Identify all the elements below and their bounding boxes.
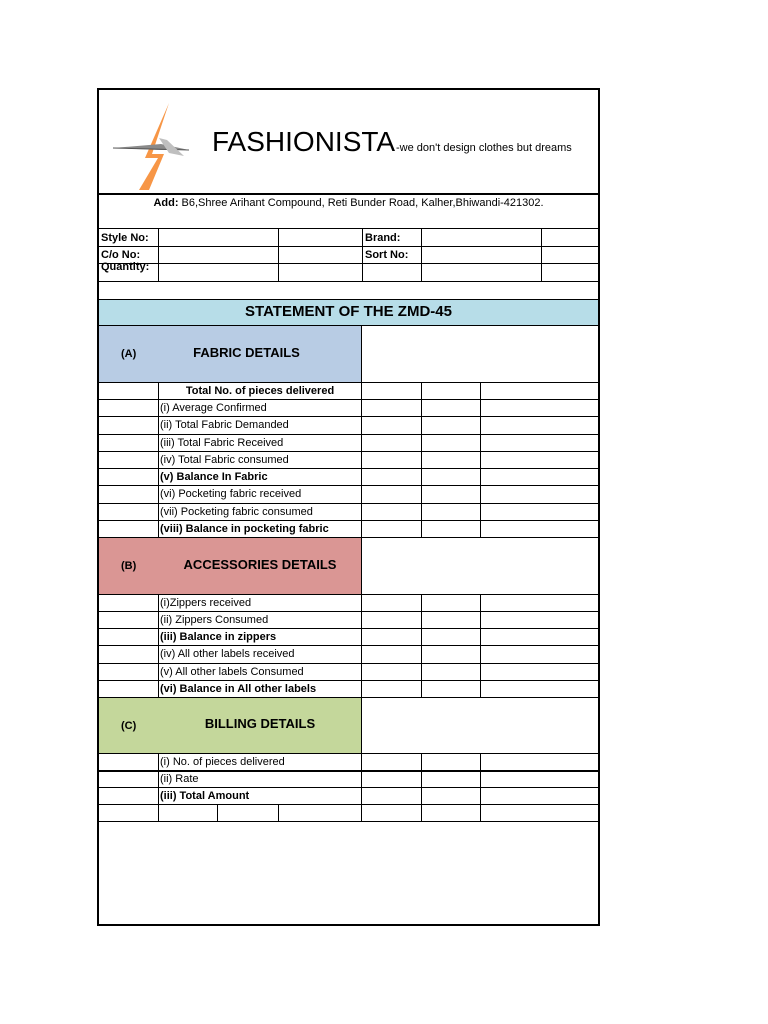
fabric-row: (ii) Total Fabric Demanded [160,419,289,431]
statement-title: STATEMENT OF THE ZMD-45 [245,303,452,320]
billing-title: BILLING DETAILS [204,716,316,731]
billing-row: (iii) Total Amount [160,790,250,802]
style-no-label: Style No: [101,232,149,244]
fabric-tag: (A) [121,348,137,360]
accessories-row: (vi) Balance in All other labels [160,683,317,695]
fabric-row: (iii) Total Fabric Received [160,437,284,449]
address-line [99,197,598,210]
fabric-row: (vii) Pocketing fabric consumed [160,506,313,518]
address-label: Add: [153,197,179,209]
company-tagline: -we don't design clothes but dreams [396,142,572,154]
accessories-row: (iv) All other labels received [160,648,295,660]
brand-label: Brand: [365,232,401,244]
fabric-row: (v) Balance In Fabric [160,471,268,483]
address-text: B6,Shree Arihant Compound, Reti Bunder Road, Kalher,Bhiwandi-421302. [181,197,544,209]
fabric-row: (viii) Balance in pocketing fabric [160,523,329,535]
fabric-pieces-header: Total No. of pieces delivered [185,385,335,397]
accessories-title: ACCESSORIES DETAILS [183,557,337,572]
quantity-label: Quantity: [101,261,150,273]
statement-sheet [97,88,600,926]
fashionista-logo [109,98,194,190]
billing-row: (ii) Rate [160,773,199,785]
co-no-label: C/o No: [101,249,141,261]
accessories-row: (v) All other labels Consumed [160,666,304,678]
sort-no-label: Sort No: [365,249,409,261]
accessories-row: (i)Zippers received [160,597,252,609]
fabric-row: (iv) Total Fabric consumed [160,454,289,466]
fabric-row: (vi) Pocketing fabric received [160,488,302,500]
company-name: FASHIONISTA [212,126,396,157]
billing-tag: (C) [121,720,137,732]
accessories-tag: (B) [121,560,137,572]
accessories-row: (iii) Balance in zippers [160,631,277,643]
accessories-row: (ii) Zippers Consumed [160,614,269,626]
billing-row: (i) No. of pieces delivered [160,756,285,768]
fabric-row: (i) Average Confirmed [160,402,267,414]
fabric-title: FABRIC DETAILS [193,345,300,360]
